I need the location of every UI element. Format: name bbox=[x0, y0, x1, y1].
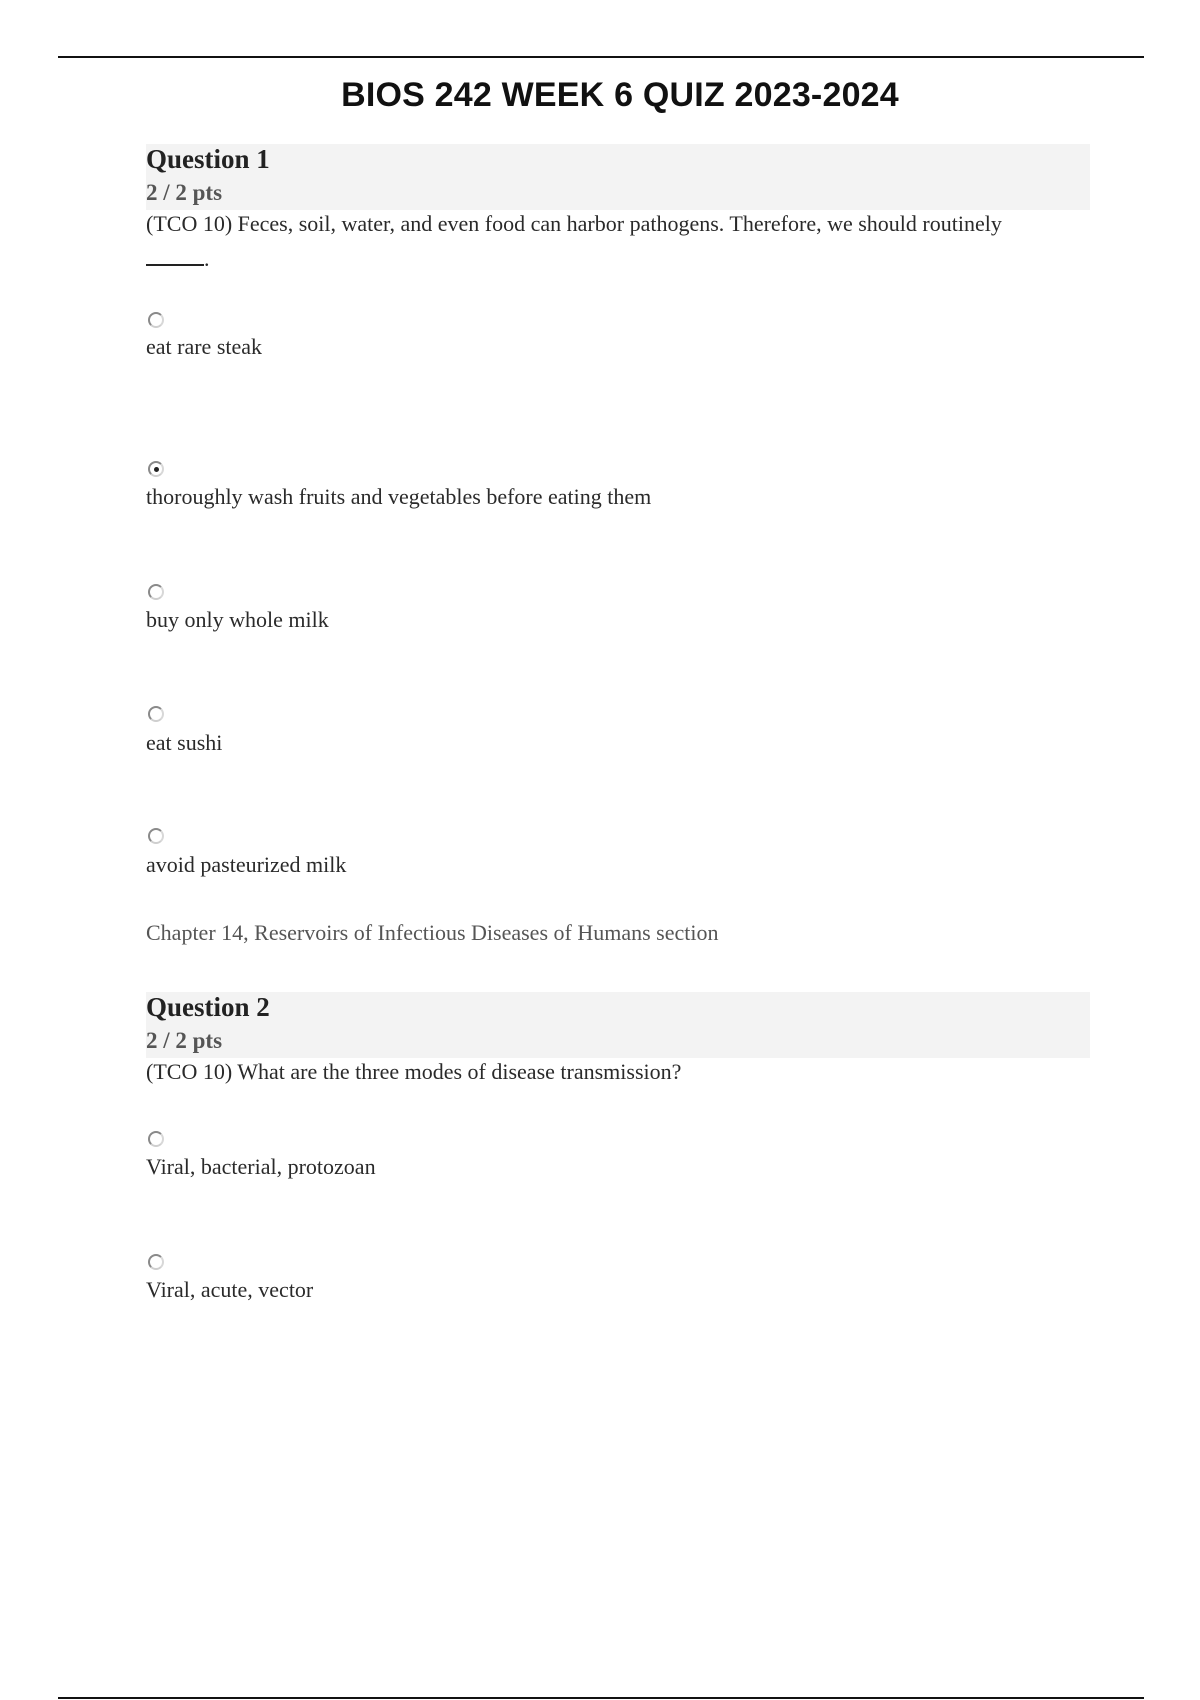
bottom-rule bbox=[58, 1697, 1144, 1699]
q1-option-5-label: avoid pasteurized milk bbox=[146, 852, 347, 877]
q2-option-1-label: Viral, bacterial, protozoan bbox=[146, 1154, 376, 1179]
q1-option-4-label: eat sushi bbox=[146, 730, 223, 755]
top-rule bbox=[58, 56, 1144, 58]
question-1-prompt bbox=[146, 206, 1090, 276]
q1-option-1-radio[interactable] bbox=[148, 312, 164, 328]
q1-option-3-radio[interactable] bbox=[148, 584, 164, 600]
q1-option-2-label: thoroughly wash fruits and vegetables before eating them bbox=[146, 484, 652, 509]
question-2-prompt: (TCO 10) What are the three modes of disease transmission? bbox=[146, 1059, 682, 1084]
q2-option-2-label: Viral, acute, vector bbox=[146, 1277, 314, 1302]
fill-in-blank bbox=[146, 246, 204, 266]
question-1-title: Question 1 bbox=[146, 144, 270, 174]
question-1-prompt-end: . bbox=[204, 246, 210, 271]
question-1-points: 2 / 2 pts bbox=[146, 180, 223, 205]
question-2-points: 2 / 2 pts bbox=[146, 1028, 223, 1053]
q2-option-2-radio[interactable] bbox=[148, 1254, 164, 1270]
q1-option-4-radio[interactable] bbox=[148, 706, 164, 722]
document-title: BIOS 242 WEEK 6 QUIZ 2023-2024 bbox=[341, 76, 899, 114]
question-2-header bbox=[146, 992, 1090, 1058]
question-1-prompt-text: (TCO 10) Feces, soil, water, and even food can harbor pathogens. Therefore, we should routinely bbox=[146, 211, 1002, 236]
q1-option-2-radio-selected[interactable] bbox=[148, 461, 164, 477]
q1-option-1-label: eat rare steak bbox=[146, 334, 263, 359]
q1-option-5-radio[interactable] bbox=[148, 828, 164, 844]
question-1-reference: Chapter 14, Reservoirs of Infectious Diseases of Humans section bbox=[146, 920, 719, 945]
question-2-title: Question 2 bbox=[146, 992, 270, 1022]
q2-option-1-radio[interactable] bbox=[148, 1131, 164, 1147]
question-1-header bbox=[146, 144, 1090, 210]
q1-option-3-label: buy only whole milk bbox=[146, 607, 329, 632]
